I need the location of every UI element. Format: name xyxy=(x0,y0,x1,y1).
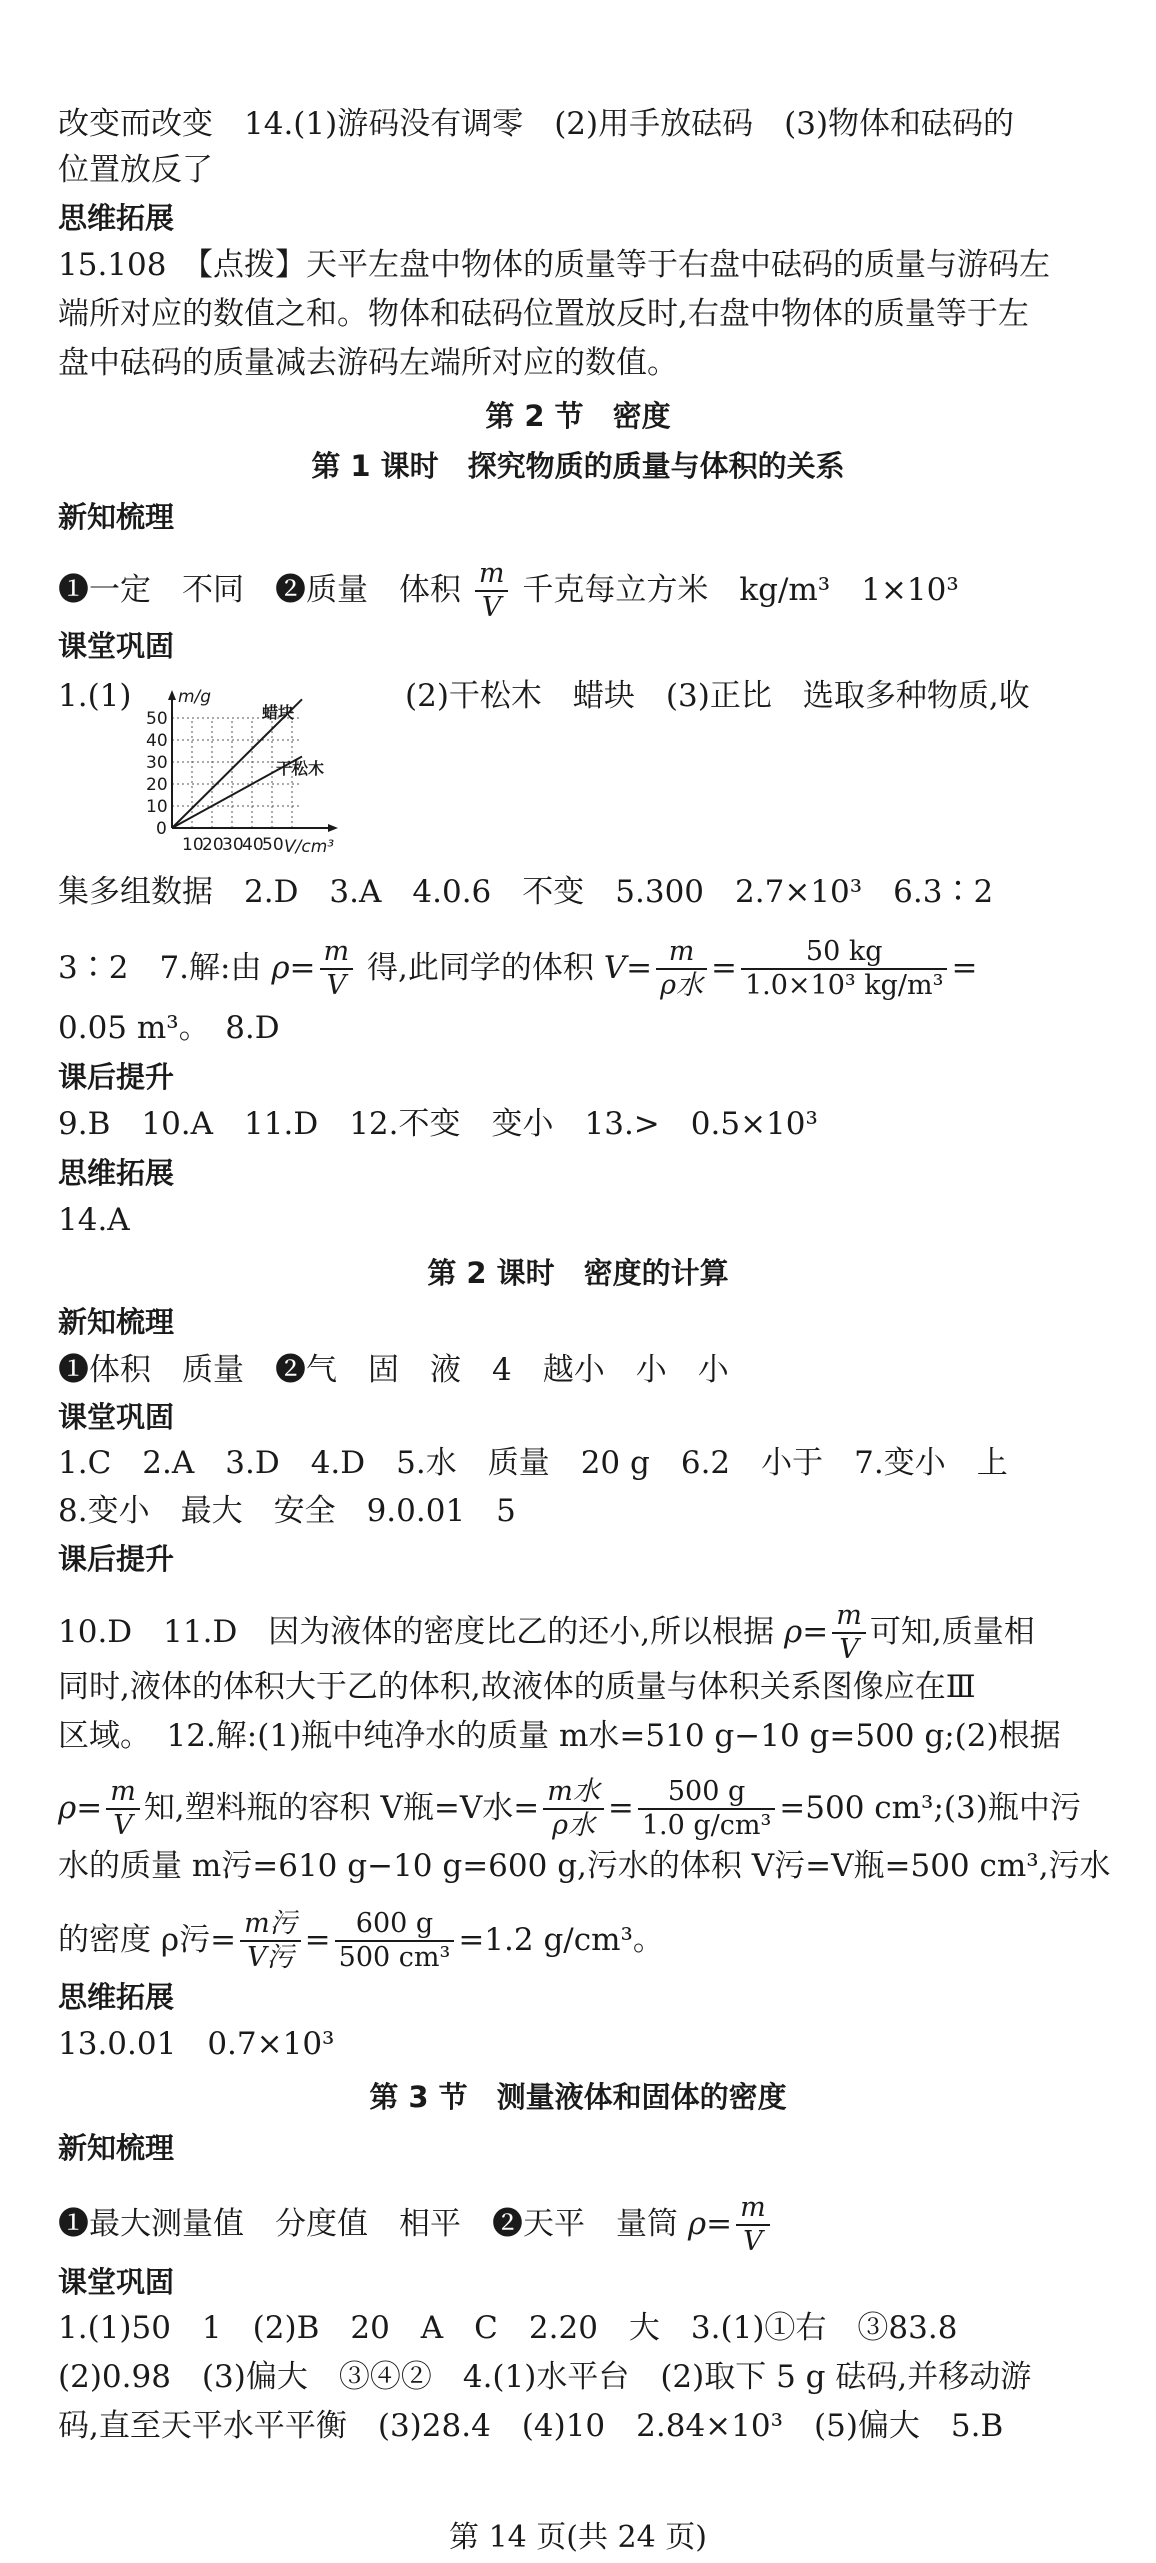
fraction-m-over-rho: $\frac{m}{\text{ρ水}}$ xyxy=(656,938,707,1001)
section-title: 第 3 节 测量液体和固体的密度 xyxy=(369,2080,787,2114)
text-line: 端所对应的数值之和。物体和砝码位置放反时,右盘中物体的质量等于左 xyxy=(58,296,1029,332)
x-tick-label: 20 xyxy=(202,835,224,855)
y-axis-label: m/g xyxy=(178,688,212,707)
lesson-title: 第 2 课时 密度的计算 xyxy=(427,1256,729,1290)
fraction-m-over-V: $\frac{m}{V}$ xyxy=(475,560,509,623)
x-axis-label: V/cm³ xyxy=(284,837,335,857)
fraction-m-over-V: $\frac{m}{V}$ xyxy=(320,938,354,1001)
page-footer: 第 14 页(共 24 页) xyxy=(449,2520,707,2555)
text-line: 1.C 2.A 3.D 4.D 5.水 质量 20 g 6.2 小于 7.变小 上 xyxy=(58,1445,1008,1481)
section-heading: 思维拓展 xyxy=(58,1980,175,2014)
fraction-m-over-V: $\frac{m}{V}$ xyxy=(106,1778,140,1841)
section-title: 第 2 节 密度 xyxy=(485,399,671,433)
text-line: 集多组数据 2.D 3.A 4.0.6 不变 5.300 2.7×10³ 6.3∶2 xyxy=(58,874,994,910)
x-tick-label: 10 xyxy=(182,835,204,855)
mass-volume-graph xyxy=(130,688,390,860)
text-line: 14.A xyxy=(58,1202,130,1238)
text-line: 位置放反了 xyxy=(58,152,213,188)
section-heading: 新知梳理 xyxy=(58,2131,175,2165)
section-heading: 课后提升 xyxy=(58,1542,175,1576)
y-tick-label: 10 xyxy=(146,797,168,817)
text-line: 水的质量 m污=610 g−10 g=600 g,污水的体积 V污=V瓶=500 cm³,污水 xyxy=(58,1848,1111,1884)
text-line: 3∶2 7.解:由 ρ= $\frac{m}{V}$ 得,此同学的体积 V= $\frac{m}{\text{ρ水}}$ = $\frac{50 kg}{\text{1.0×10³ kg/m³}}$ = xyxy=(58,936,978,1002)
y-tick-label: 30 xyxy=(146,753,168,773)
section-heading: 思维拓展 xyxy=(58,1156,175,1190)
text-line: 码,直至天平水平平衡 (3)28.4 (4)10 2.84×10³ (5)偏大 5.B xyxy=(58,2408,1004,2444)
text-line: 10.D 11.D 因为液体的密度比乙的还小,所以根据 ρ= $\frac{m}{V}$ 可知,质量相 xyxy=(58,1600,1035,1666)
section-heading: 课堂巩固 xyxy=(58,629,175,663)
fraction-m-over-V: $\frac{m}{V}$ xyxy=(832,1602,866,1665)
y-tick-label: 0 xyxy=(156,819,167,839)
x-tick-label: 50 xyxy=(262,835,284,855)
text-line: 0.05 m³。 8.D xyxy=(58,1010,280,1046)
section-heading: 新知梳理 xyxy=(58,1305,175,1339)
section-heading: 课堂巩固 xyxy=(58,1400,175,1434)
lesson-title: 第 1 课时 探究物质的质量与体积的关系 xyxy=(311,449,845,483)
text-line: ρ= $\frac{m}{V}$ 知,塑料瓶的容积 V瓶=V水= $\frac{\text{m水}}{\text{ρ水}}$ = $\frac{500 g}{\text{1.0 g/cm³}}$ =500 cm³;(3)瓶中污 xyxy=(58,1776,1081,1842)
fraction-600g-over-500cm3: $\frac{600 g}{\text{500 cm³}}$ xyxy=(335,1910,455,1973)
y-tick-label: 50 xyxy=(146,709,168,729)
text-line: ❶体积 质量 ❷气 固 液 4 越小 小 小 xyxy=(58,1352,729,1388)
fraction-m-over-V: $\frac{m}{V}$ xyxy=(736,2194,770,2257)
text-line: 1.(1) xyxy=(58,678,132,714)
text-line: ❶一定 不同 ❷质量 体积 $\frac{m}{V}$ 千克每立方米 kg/m³ 1×10³ xyxy=(58,558,959,624)
x-tick-label: 40 xyxy=(242,835,264,855)
series-label: 干松木 xyxy=(276,759,325,778)
text-line: 同时,液体的体积大于乙的体积,故液体的质量与体积关系图像应在Ⅲ xyxy=(58,1669,976,1705)
text-line: 9.B 10.A 11.D 12.不变 变小 13.> 0.5×10³ xyxy=(58,1106,818,1142)
section-heading: 课后提升 xyxy=(58,1060,175,1094)
text-line: ❶最大测量值 分度值 相平 ❷天平 量筒 ρ= $\frac{m}{V}$ xyxy=(58,2194,1118,2257)
section-heading: 课堂巩固 xyxy=(58,2265,175,2299)
text-line: 的密度 ρ污= $\frac{\text{m污}}{\text{V污}}$ = $\frac{600 g}{\text{500 cm³}}$ =1.2 g/cm³。 xyxy=(58,1908,664,1974)
y-tick-label: 20 xyxy=(146,775,168,795)
text-line: 1.(1)50 1 (2)B 20 A C 2.20 大 3.(1)①右 ③83.8 xyxy=(58,2310,958,2346)
text-line: 15.108 【点拨】天平左盘中物体的质量等于右盘中砝码的质量与游码左 xyxy=(58,247,1050,283)
text-line: 改变而改变 14.(1)游码没有调零 (2)用手放砝码 (3)物体和砝码的 xyxy=(58,106,1015,142)
section-heading: 思维拓展 xyxy=(58,201,175,235)
fraction-mdirty-over-vdirty: $\frac{\text{m污}}{\text{V污}}$ xyxy=(240,1910,301,1973)
text-line: 8.变小 最大 安全 9.0.01 5 xyxy=(58,1493,516,1529)
fraction-mwater-over-rhowater: $\frac{\text{m水}}{\text{ρ水}}$ xyxy=(543,1778,604,1841)
fraction-mass-over-density: $\frac{50 kg}{\text{1.0×10³ kg/m³}}$ xyxy=(741,938,948,1001)
text-line: 区域。 12.解:(1)瓶中纯净水的质量 m水=510 g−10 g=500 g;(2)根据 xyxy=(58,1718,1061,1754)
x-tick-label: 30 xyxy=(222,835,244,855)
section-heading: 新知梳理 xyxy=(58,500,175,534)
y-tick-label: 40 xyxy=(146,731,168,751)
text-line: (2)0.98 (3)偏大 ③④② 4.(1)水平台 (2)取下 5 g 砝码,并移动游 xyxy=(58,2359,1032,2395)
series-label: 蜡块 xyxy=(262,703,295,722)
text-line: 盘中砝码的质量减去游码左端所对应的数值。 xyxy=(58,345,678,381)
text-line: (2)干松木 蜡块 (3)正比 选取多种物质,收 xyxy=(405,678,1030,714)
text-line: 13.0.01 0.7×10³ xyxy=(58,2026,335,2062)
fraction-500g-over-density: $\frac{500 g}{\text{1.0 g/cm³}}$ xyxy=(638,1778,775,1841)
